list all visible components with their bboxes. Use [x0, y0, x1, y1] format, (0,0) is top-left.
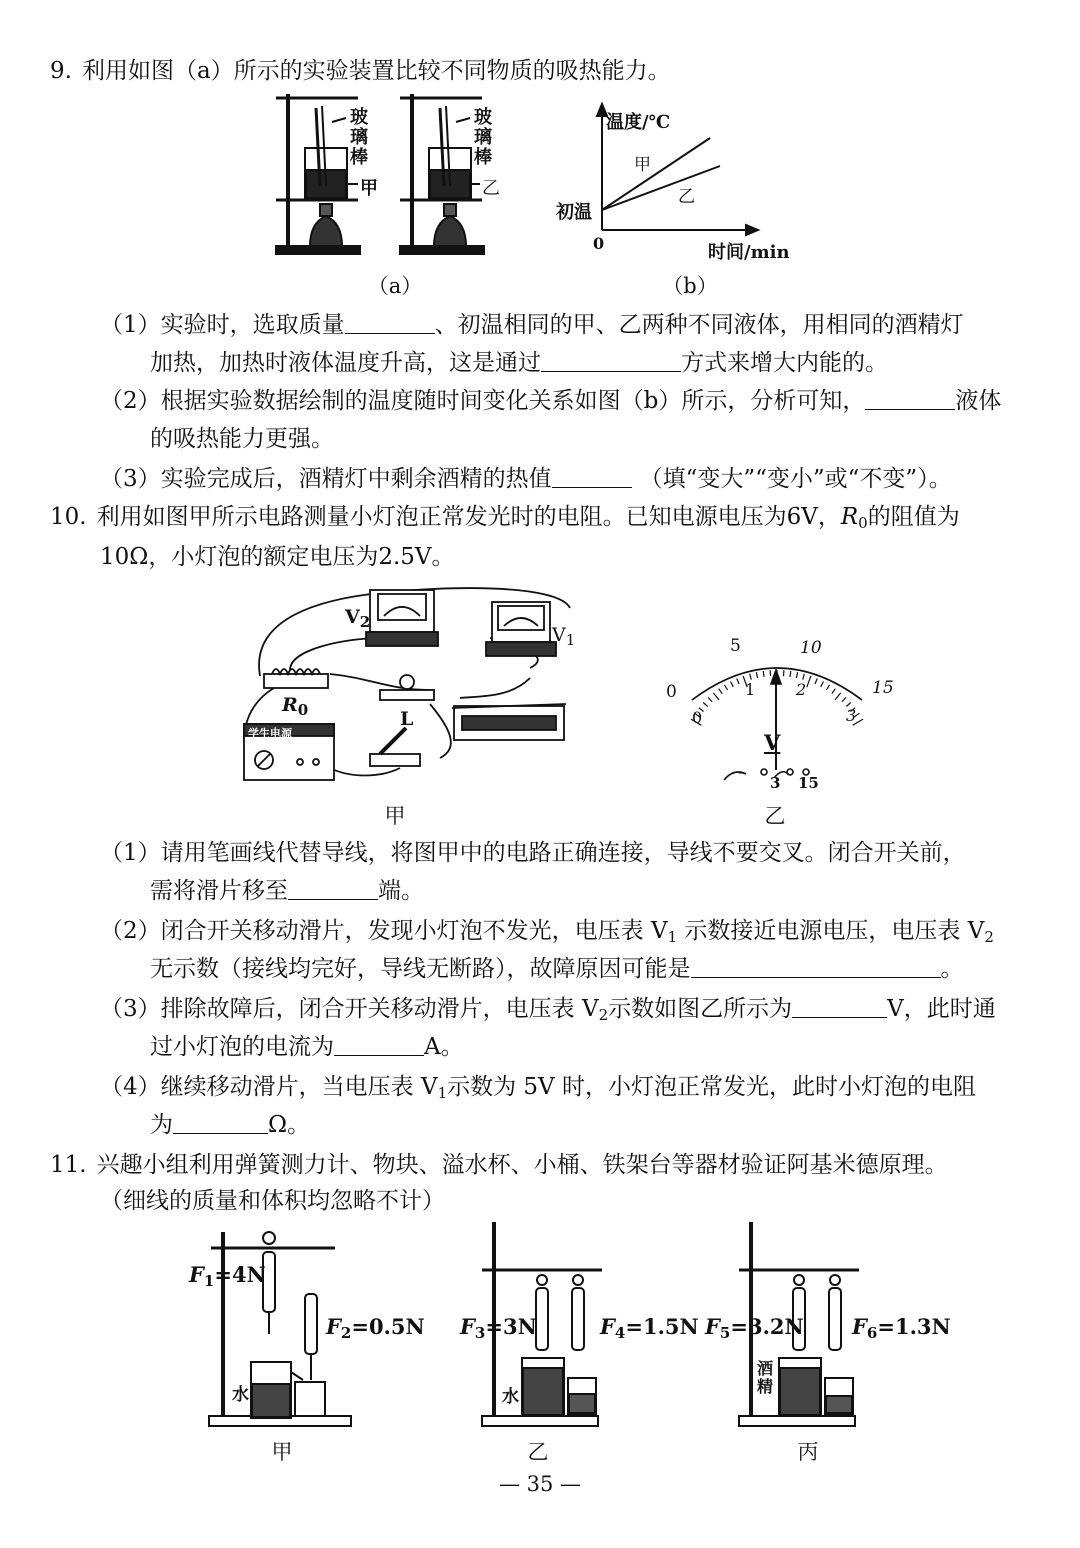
dial-tick: [763, 671, 764, 677]
q10-yi-tick-3: 3: [846, 706, 857, 725]
q10-jia-v1-label: $V_1$: [552, 624, 576, 649]
dial-tick: [835, 693, 841, 700]
q10-yi-term-minus: -: [738, 762, 744, 781]
q10-jia-supply-label: 学生电源: [248, 727, 292, 740]
q9-part1-line1: （1）实验时，选取质量 、初温相同的甲、乙两种不同液体，用相同的酒精灯: [100, 312, 964, 338]
q11-jia-f1: $F_1=4N$: [189, 1262, 266, 1290]
q11-bing-alcohol: 酒精: [757, 1359, 774, 1396]
dial-tick: [826, 685, 829, 690]
q10-yi-tick-0-top: 0: [666, 682, 677, 702]
q11-stem-line2: （细线的质量和体积均忽略不计）: [100, 1188, 445, 1214]
q10-part1-line2: 需将滑片移至 端。: [150, 878, 424, 904]
q9-b-line-jia: 甲: [634, 155, 651, 175]
q9-part1-line2: 加热，加热时液体温度升高，这是通过 方式来增大内能的。: [150, 350, 888, 376]
q10-yi-unit: V: [764, 730, 781, 755]
dial-tick: [796, 672, 797, 678]
q10-blank-1[interactable]: [288, 879, 378, 900]
page-number: — 35 —: [498, 1472, 582, 1496]
q10-yi-tick-15: 15: [872, 678, 894, 698]
q10-part4-line1: （4）继续移动滑片，当电压表 $V_1$示数为 5V 时，小灯泡正常发光，此时小灯泡的电阻: [100, 1074, 976, 1102]
q10-part2-line2: 无示数（接线均完好，导线无断路），故障原因可能是 。: [150, 956, 964, 982]
dial-tick: [756, 672, 757, 678]
dial-tick: [790, 671, 791, 677]
dial-tick: [725, 685, 728, 690]
q9-blank-1[interactable]: [345, 313, 435, 334]
q11-jia-f2: $F_2=0.5N$: [326, 1314, 425, 1342]
dial-tick: [703, 703, 708, 707]
q9-b-xlabel: 时间/min: [708, 242, 790, 263]
q9-caption-b: （b）: [662, 274, 718, 298]
dial-tick: [708, 698, 712, 702]
q10-blank-2[interactable]: [691, 957, 941, 978]
q9-blank-2[interactable]: [541, 351, 681, 372]
q11-bing-f5: $F_5=3.2N$: [705, 1314, 804, 1342]
q9-blank-3[interactable]: [865, 389, 955, 410]
q9-b-init-temp: 初温: [556, 202, 592, 223]
q10-part4-line2: 为 Ω。: [150, 1112, 311, 1138]
q10-yi-term-15: 15: [798, 774, 819, 792]
q11-bing-f6: $F_6=1.3N$: [852, 1314, 951, 1342]
q10-part3-line1: （3）排除故障后，闭合开关移动滑片，电压表 $V_2$示数如图乙所示为 V，此时通: [100, 996, 996, 1024]
q11-yi-f4: $F_4=1.5N$: [600, 1314, 699, 1342]
q10-caption-yi: 乙: [764, 804, 786, 828]
dial-tick: [832, 689, 836, 694]
q11-jia-water: 水: [232, 1385, 249, 1405]
q9-part2-line1: （2）根据实验数据绘制的温度随时间变化关系如图（b）所示，分析可知， 液体: [100, 388, 1002, 414]
dial-tick: [803, 674, 805, 680]
q10-stem-line1: 10. 利用如图甲所示电路测量小灯泡正常发光时的电阻。已知电源电压为6V，$R_0$的阻值为: [50, 504, 960, 532]
q10-part3-line2: 过小灯泡的电流为 A。: [150, 1034, 464, 1060]
q9-label-jia: 甲: [360, 178, 378, 199]
q11-yi-f3: $F_3=3N$: [460, 1314, 537, 1342]
q10-blank-3[interactable]: [792, 997, 887, 1018]
dial-tick: [719, 689, 723, 694]
q11-caption-jia: 甲: [271, 1440, 293, 1464]
q9-part2-line2: 的吸热能力更强。: [150, 426, 334, 452]
q9-label-rod-2: 玻璃棒: [474, 107, 492, 168]
dial-tick: [821, 682, 824, 687]
q9-part3-line: （3）实验完成后，酒精灯中剩余酒精的热值 （填“变大”“变小”或“不变”）。: [100, 466, 952, 492]
dial-tick: [737, 679, 739, 685]
dial-tick: [750, 674, 752, 680]
q10-yi-tick-0-bottom: 0: [692, 708, 703, 727]
q10-jia-v2-label: $V_2$: [345, 606, 371, 631]
q10-yi-term-3: 3: [770, 774, 781, 792]
q9-b-origin: 0: [593, 234, 605, 253]
q11-caption-bing: 丙: [797, 1440, 819, 1464]
q9-b-ylabel: 温度/℃: [606, 112, 671, 133]
q10-jia-r0-label: $R_0$: [282, 694, 309, 719]
q9-stem: 9. 利用如图（a）所示的实验装置比较不同物质的吸热能力。: [50, 58, 671, 84]
dial-tick: [815, 679, 817, 685]
dial-tick: [807, 676, 811, 687]
q11-yi-water: 水: [502, 1387, 519, 1407]
q11-stem-line1: 11. 兴趣小组利用弹簧测力计、物块、溢水杯、小桶、铁架台等器材验证阿基米德原理。: [50, 1152, 948, 1178]
q10-yi-tick-5: 5: [730, 636, 741, 656]
q9-label-yi: 乙: [482, 178, 500, 199]
dial-tick: [713, 693, 719, 700]
q10-part1-line1: （1）请用笔画线代替导线，将图甲中的电路正确连接，导线不要交叉。闭合开关前，: [100, 840, 966, 866]
q10-caption-jia: 甲: [384, 804, 406, 828]
q10-stem-line2: 10Ω，小灯泡的额定电压为2.5V。: [100, 544, 455, 570]
q9-label-rod-1: 玻璃棒: [350, 107, 368, 168]
q10-yi-tick-1: 1: [745, 680, 756, 699]
q9-caption-a: （a）: [367, 274, 423, 298]
dial-tick: [842, 698, 846, 702]
q10-blank-4[interactable]: [334, 1035, 424, 1056]
q11-caption-yi: 乙: [527, 1440, 549, 1464]
q10-jia-lamp-label: L: [400, 708, 414, 730]
q9-blank-4[interactable]: [552, 467, 632, 488]
q10-blank-5[interactable]: [173, 1113, 268, 1134]
q10-part2-line1: （2）闭合开关移动滑片，发现小灯泡不发光，电压表 $V_1$ 示数接近电源电压，电压表 $V_2$: [100, 918, 994, 946]
q10-figure-jia-circuit: [230, 578, 610, 798]
dial-tick: [731, 682, 734, 687]
q9-figure-a-apparatus: [270, 88, 500, 268]
q10-yi-tick-2: 2: [796, 680, 807, 699]
q9-b-line-yi: 乙: [678, 187, 695, 207]
q10-yi-tick-10: 10: [800, 638, 822, 658]
